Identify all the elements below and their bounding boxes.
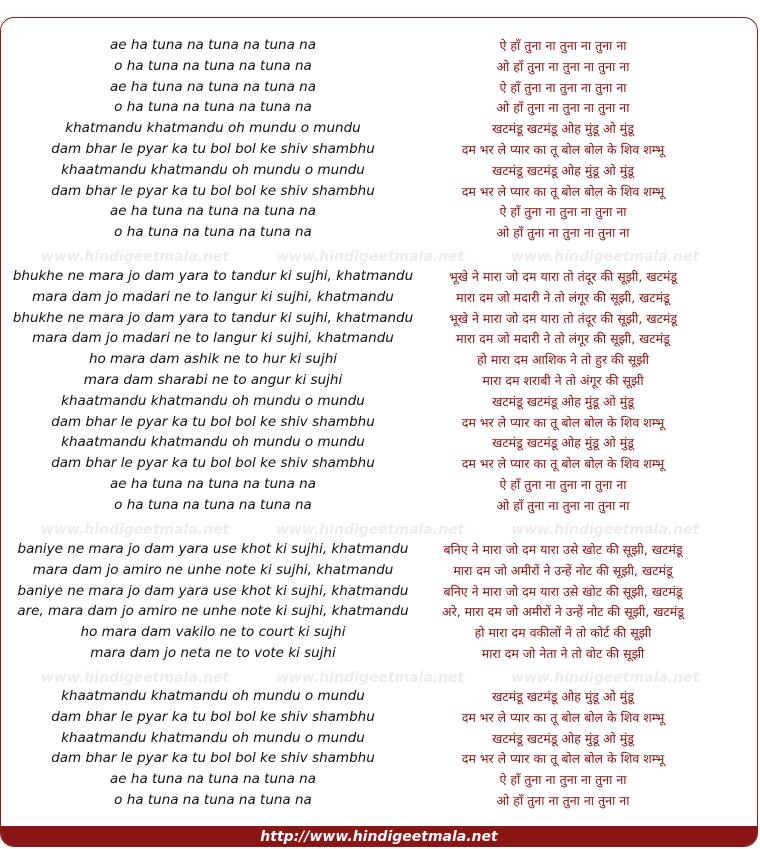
lyric-line-hindi: ऐ हाँ तुना ना तुना ना तुना ना — [499, 79, 627, 95]
lyric-line — [1, 139, 757, 160]
lyric-line-english: mara dam jo amiro ne unhe note ki sujhi, khatmandu — [32, 561, 394, 578]
lyric-line-english: o ha tuna na tuna na tuna na — [114, 99, 312, 116]
lyric-line-english: mara dam jo madari ne to langur ki sujhi, khatmandu — [32, 330, 394, 347]
lyric-line — [1, 539, 757, 560]
lyric-line-english: dam bhar le pyar ka tu bol bol ke shiv shambhu — [51, 750, 375, 767]
lyric-line-english: bhukhe ne mara jo dam yara to tandur ki sujhi, khatmandu — [12, 268, 414, 284]
lyric-line-hindi: खटमंडू खटमंडू ओह मुंडू ओ मुंडू — [492, 435, 634, 451]
lyric-line — [1, 370, 757, 391]
lyric-line — [1, 622, 757, 643]
lyric-line-english: mara dam jo madari ne to langur ki sujhi, khatmandu — [32, 288, 394, 305]
lyric-line-english: khaatmandu khatmandu oh mundu o mundu — [61, 688, 365, 704]
lyric-line-hindi: भूखे ने मारा जो दम यारा तो तंदूर की सूझी, खटमंडू — [448, 310, 678, 326]
lyric-line — [1, 266, 757, 287]
lyric-line-hindi: मारा दम जो मदारी ने तो लंगूर की सूझी, खटमंडू — [456, 289, 670, 305]
watermark-text: www.hindigeetmala.net — [511, 522, 700, 538]
watermark-band — [1, 668, 757, 688]
lyric-line-english: dam bhar le pyar ka tu bol bol ke shiv shambhu — [51, 413, 375, 430]
lyric-line-hindi: ऐ हाँ तुना ना तुना ना तुना ना — [499, 204, 627, 220]
lyric-line — [1, 328, 757, 349]
lyric-line-hindi: ऐ हाँ तुना ना तुना ना तुना ना — [499, 772, 627, 788]
lyric-line-hindi: दम भर ले प्यार का तू बोल बोल के शिव शम्भू — [461, 456, 665, 472]
watermark-text: www.hindigeetmala.net — [41, 670, 230, 686]
lyric-line-hindi: ओ हाँ तुना ना तुना ना तुना ना — [496, 225, 630, 241]
lyric-line-hindi: दम भर ले प्यार का तू बोल बोल के शिव शम्भू — [461, 751, 665, 767]
lyric-line — [1, 560, 757, 581]
lyric-line — [1, 287, 757, 308]
lyric-line-hindi: ओ हाँ तुना ना तुना ना तुना ना — [496, 58, 630, 74]
lyric-line-english: ae ha tuna na tuna na tuna na — [110, 78, 316, 95]
lyric-line — [1, 769, 757, 790]
lyric-line — [1, 453, 757, 474]
lyric-line-english: dam bhar le pyar ka tu bol bol ke shiv shambhu — [51, 141, 375, 157]
lyric-line — [1, 56, 757, 77]
lyric-line — [1, 201, 757, 222]
lyric-line-english: baniye ne mara jo dam yara use khot ki sujhi, khatmandu — [17, 582, 409, 599]
lyric-line-english: o ha tuna na tuna na tuna na — [114, 496, 312, 513]
lyric-line — [1, 118, 757, 139]
lyric-line-hindi: दम भर ले प्यार का तू बोल बोल के शिव शम्भू — [461, 142, 665, 157]
lyric-line — [1, 391, 757, 412]
footer-bar — [1, 826, 757, 846]
lyric-line-english: khaatmandu khatmandu oh mundu o mundu — [61, 434, 365, 451]
lyric-line — [1, 686, 757, 707]
lyric-line — [1, 432, 757, 453]
lyric-line-hindi: भूखे ने मारा जो दम यारा तो तंदूर की सूझी, खटमंडू — [448, 269, 678, 284]
lyric-line-english: o ha tuna na tuna na tuna na — [114, 792, 312, 808]
lyric-line-hindi: अरे, मारा दम जो अमीरों ने उन्हें नोट की सूझी, खटमंडू — [442, 604, 684, 620]
lyric-line-english: mara dam jo neta ne to vote ki sujhi — [90, 645, 336, 661]
lyric-line-hindi: बनिए ने मारा जो दम यारा उसे खोट की सूझी, खटमंडू — [443, 542, 683, 557]
lyric-line-hindi: मारा दम जो मदारी ने तो लंगूर की सूझी, खटमंडू — [456, 331, 670, 347]
lyric-line-english: dam bhar le pyar ka tu bol bol ke shiv shambhu — [51, 182, 375, 199]
lyric-line-hindi: मारा दम जो नेता ने तो वोट की सूझी — [481, 646, 645, 661]
lyric-line-hindi: मारा दम जो अमीरों ने उन्हें नोट की सूझी, खटमंडू — [453, 562, 673, 578]
watermark-text: www.hindigeetmala.net — [41, 249, 230, 265]
lyric-line-hindi: दम भर ले प्यार का तू बोल बोल के शिव शम्भू — [461, 183, 665, 199]
lyric-line — [1, 474, 757, 495]
footer-url[interactable]: http://www.hindigeetmala.net — [260, 829, 498, 845]
lyric-line — [1, 581, 757, 602]
lyric-line-hindi: दम भर ले प्यार का तू बोल बोल के शिव शम्भू — [461, 414, 665, 430]
lyric-line-english: khaatmandu khatmandu oh mundu o mundu — [61, 729, 365, 746]
watermark-text: www.hindigeetmala.net — [41, 522, 230, 538]
lyric-line-hindi: खटमंडू खटमंडू ओह मुंडू ओ मुंडू — [492, 121, 634, 137]
watermark-band — [1, 520, 757, 540]
lyric-line-hindi: ओ हाँ तुना ना तुना ना तुना ना — [496, 497, 630, 513]
lyric-line-hindi: खटमंडू खटमंडू ओह मुंडू ओ मुंडू — [492, 393, 634, 409]
watermark-text: www.hindigeetmala.net — [511, 249, 700, 265]
lyric-line — [1, 790, 757, 811]
lyric-line-english: ae ha tuna na tuna na tuna na — [110, 203, 316, 220]
lyric-line-english: khaatmandu khatmandu oh mundu o mundu — [61, 161, 365, 178]
lyric-line-english: o ha tuna na tuna na tuna na — [114, 224, 312, 241]
lyric-line — [1, 222, 757, 243]
lyric-line-english: ho mara dam vakilo ne to court ki sujhi — [80, 624, 346, 641]
lyric-line — [1, 601, 757, 622]
lyric-line — [1, 181, 757, 202]
lyric-line — [1, 495, 757, 516]
lyric-line — [1, 412, 757, 433]
lyric-line-hindi: ओ हाँ तुना ना तुना ना तुना ना — [496, 793, 630, 808]
lyric-line — [1, 35, 757, 56]
lyric-line — [1, 728, 757, 749]
lyric-line-english: dam bhar le pyar ka tu bol bol ke shiv shambhu — [51, 455, 375, 472]
lyric-line — [1, 643, 757, 664]
watermark-text: www.hindigeetmala.net — [276, 249, 465, 265]
lyric-line — [1, 97, 757, 118]
lyric-line-hindi: ऐ हाँ तुना ना तुना ना तुना ना — [499, 477, 627, 492]
lyric-line-hindi: ओ हाँ तुना ना तुना ना तुना ना — [496, 100, 630, 116]
lyric-line-hindi: खटमंडू खटमंडू ओह मुंडू ओ मुंडू — [492, 162, 634, 178]
lyric-line-english: ho mara dam ashik ne to hur ki sujhi — [88, 351, 338, 368]
lyric-line-english: khaatmandu khatmandu oh mundu o mundu — [61, 392, 365, 409]
lyric-line-hindi: ऐ हाँ तुना ना तुना ना तुना ना — [499, 38, 627, 53]
lyric-line-hindi: हो मारा दम आशिक ने तो हुर की सूझी — [477, 352, 649, 368]
watermark-text: www.hindigeetmala.net — [511, 670, 700, 686]
lyric-line-english: baniye ne mara jo dam yara use khot ki sujhi, khatmandu — [17, 541, 409, 557]
lyric-line-english: ae ha tuna na tuna na tuna na — [110, 476, 316, 492]
lyric-line-hindi: खटमंडू खटमंडू ओह मुंडू ओ मुंडू — [492, 730, 634, 746]
watermark-band — [1, 247, 757, 267]
lyric-line-english: are, mara dam jo amiro ne unhe note ki sujhi, khatmandu — [17, 603, 409, 620]
lyric-line-english: o ha tuna na tuna na tuna na — [114, 57, 312, 74]
lyric-line-hindi: हो मारा दम वकीलों ने तो कोर्ट की सूझी — [474, 625, 652, 641]
lyrics-frame — [0, 17, 758, 847]
lyric-line-english: dam bhar le pyar ka tu bol bol ke shiv shambhu — [51, 708, 375, 725]
lyric-line-hindi: दम भर ले प्यार का तू बोल बोल के शिव शम्भू — [461, 709, 665, 725]
lyric-line — [1, 308, 757, 329]
lyric-line-hindi: बनिए ने मारा जो दम यारा उसे खोट की सूझी, खटमंडू — [443, 583, 683, 599]
lyric-line-english: mara dam sharabi ne to angur ki sujhi — [83, 372, 343, 388]
lyric-line-english: bhukhe ne mara jo dam yara to tandur ki sujhi, khatmandu — [12, 309, 414, 326]
lyric-line — [1, 160, 757, 181]
lyric-line-hindi: खटमंडू खटमंडू ओह मुंडू ओ मुंडू — [492, 689, 634, 704]
watermark-text: www.hindigeetmala.net — [276, 522, 465, 538]
lyric-line — [1, 707, 757, 728]
lyric-line — [1, 748, 757, 769]
lyric-line — [1, 77, 757, 98]
lyric-line — [1, 349, 757, 370]
lyric-line-english: ae ha tuna na tuna na tuna na — [110, 37, 316, 53]
lyric-line-hindi: मारा दम शराबी ने तो अंगूर की सूझी — [482, 373, 644, 388]
watermark-text: www.hindigeetmala.net — [276, 670, 465, 686]
lyric-line-english: khatmandu khatmandu oh mundu o mundu — [65, 120, 361, 137]
lyric-line-english: ae ha tuna na tuna na tuna na — [110, 771, 316, 788]
